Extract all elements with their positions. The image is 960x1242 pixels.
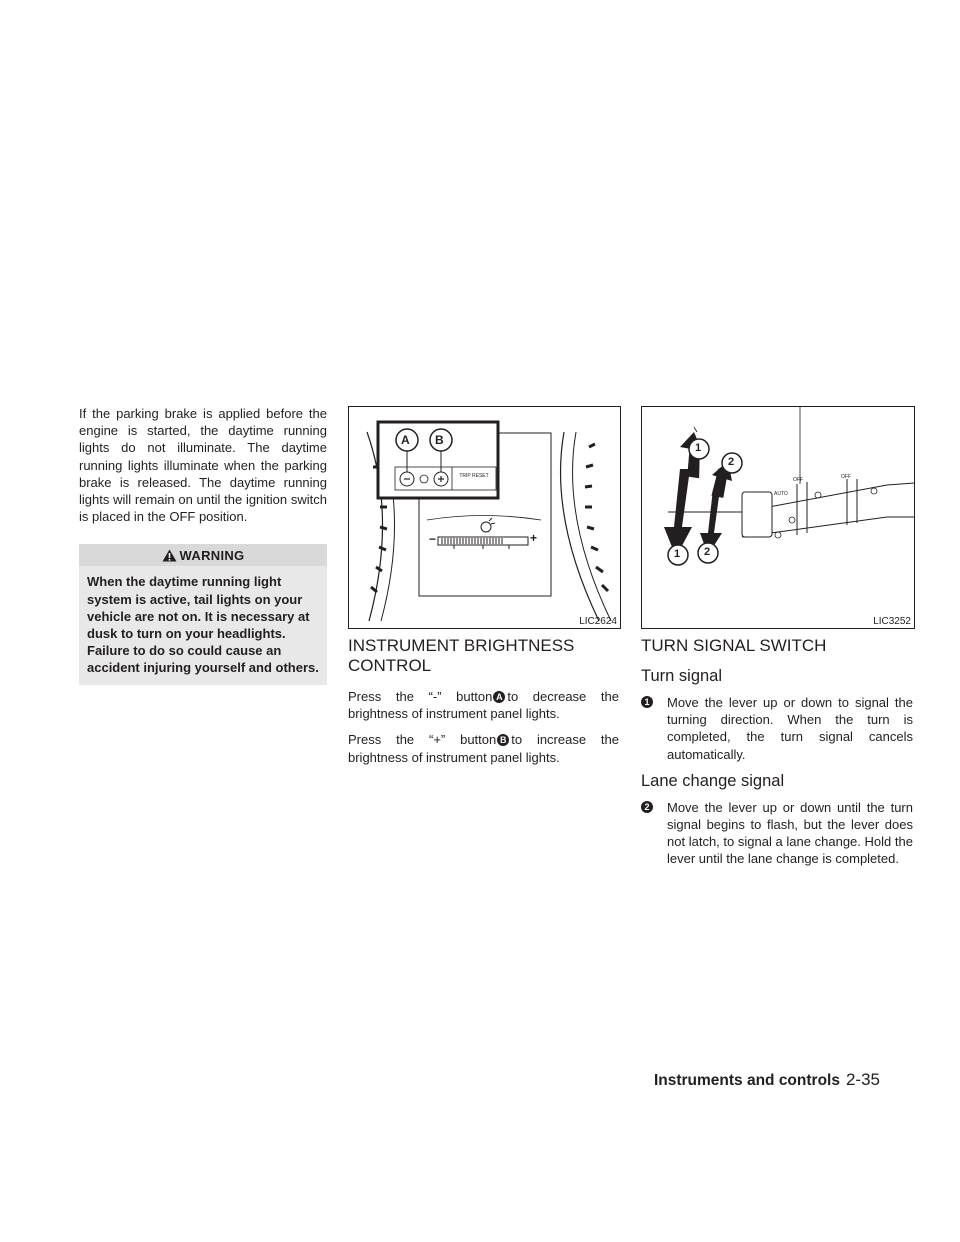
off-label-1: OFF [793,477,803,483]
label-2-up: 2 [728,456,735,468]
off-label-2: OFF [841,474,851,480]
marker-b: B [497,734,509,746]
turn-signal-item: 1 Move the lever up or down to signal the turning direction. When the turn is completed, the turn signal cancels automatically. [641,694,913,763]
page-footer [654,1070,880,1090]
right-column-text [641,636,913,868]
lane-change-item: 2 Move the lever up or down until the turn signal begins to flash, but the lever does not latch, to signal a lane change. Hold the lever until the lane change is completed. [641,799,913,868]
lane-change-subheading: Lane change signal [641,771,785,790]
bar-minus-label: − [429,532,437,546]
label-2-down: 2 [704,546,711,558]
brightness-increase-paragraph: Press the “+” button B to increase the brightness of instrument panel lights. [348,732,619,765]
warning-header [79,544,327,566]
warning-text: When the daytime running light system is active, tail lights on your vehicle are not on. It is necessary at dusk to turn on your headlights. Failure to do so could cause an accident injuring yourself and others. [79,566,327,684]
middle-column-text [348,636,619,766]
warning-triangle-icon [162,549,177,562]
instrument-cluster-illustration [349,407,620,628]
auto-label: AUTO [774,491,788,497]
figure-code: LIC3252 [873,616,911,627]
figure-code: LIC2624 [579,616,617,627]
marker-1: 1 [641,696,653,708]
label-1-down: 1 [674,548,681,560]
turn-signal-switch-heading: TURN SIGNAL SWITCH [641,636,827,655]
turn-signal-subheading: Turn signal [641,667,723,685]
bar-plus-label: + [530,531,538,545]
warning-box [79,544,327,684]
callout-b-label: B [435,433,444,447]
left-column [79,405,327,685]
warning-title: WARNING [179,547,245,563]
daytime-lights-paragraph: If the parking brake is applied before the engine is started, the daytime running lights do not illuminate. The daytime running lights illuminate when the parking brake is released. The daytime running lights will remain on until the ignition switch is placed in the OFF position. [79,406,327,525]
instrument-brightness-figure [348,406,621,629]
label-1-up: 1 [695,442,702,454]
turn-signal-lever-illustration [642,407,914,628]
turn-signal-figure [641,406,915,629]
instrument-brightness-heading: INSTRUMENT BRIGHTNESS CONTROL [348,636,575,675]
brightness-decrease-paragraph: Press the “-” button A to decrease the brightness of instrument panel lights. [348,689,619,722]
page-number: 2-35 [845,1070,880,1089]
marker-a: A [493,691,505,703]
callout-a-label: A [401,433,410,447]
marker-2: 2 [641,801,653,813]
trip-reset-label: TRIP RESET [459,473,489,479]
footer-section-title: Instruments and controls [653,1072,840,1089]
